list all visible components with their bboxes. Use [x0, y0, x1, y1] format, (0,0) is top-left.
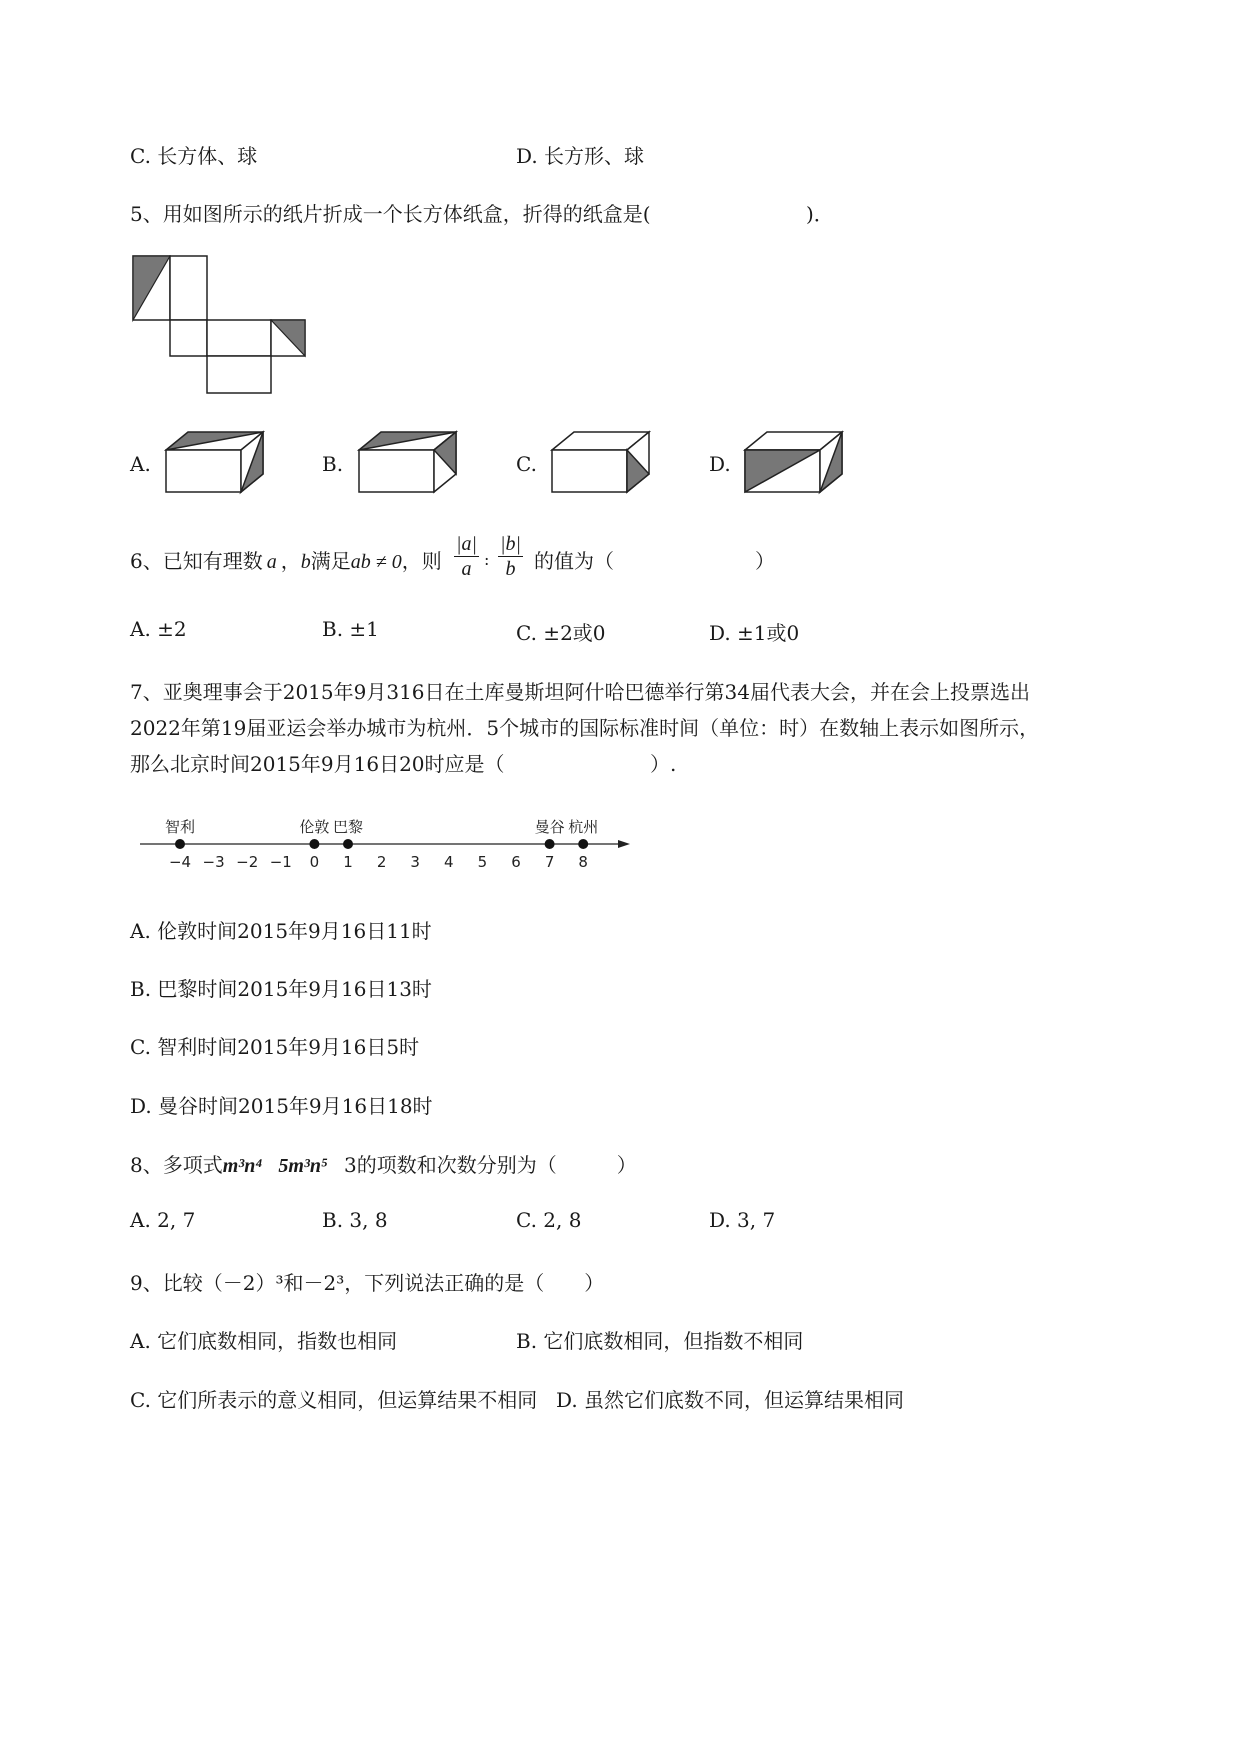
q5-label-a: A. [130, 452, 151, 476]
axis-tick-label: −4 [168, 853, 192, 871]
q6-condition: ab ≠ 0 [350, 551, 402, 573]
q6-stem-pre: 6、已知有理数 [130, 549, 263, 573]
q5-net-figure [128, 250, 313, 400]
q5-stem-end: )． [806, 202, 834, 226]
q9-stem-text: 9、比较（－2）³和－2³，下列说法正确的是（ [130, 1271, 545, 1295]
axis-tick-label: −2 [236, 853, 259, 871]
q7-line-2: 2022年第19届亚运会举办城市为杭州．5个城市的国际标准时间（单位：时）在数轴上表示如图所示， [130, 716, 1040, 740]
q6-stem [130, 545, 442, 574]
axis-tick-label: 8 [578, 853, 588, 871]
q5-box-c [546, 428, 656, 498]
q8-option-c: C. 2, 8 [516, 1208, 582, 1232]
axis-tick-label: 0 [309, 853, 320, 871]
city-point [175, 839, 185, 849]
axis-tick-label: 4 [444, 853, 454, 871]
city-label: 巴黎 [332, 818, 364, 836]
q7-option-c: C. 智利时间2015年9月16日5时 [130, 1035, 420, 1059]
q6-then: ，则 [401, 549, 442, 573]
q7-option-b: B. 巴黎时间2015年9月16日13时 [130, 977, 432, 1001]
q7-option-a: A. 伦敦时间2015年9月16日11时 [130, 919, 432, 943]
q9-stem [130, 1267, 604, 1296]
q8-tail-end: ） [616, 1153, 637, 1177]
q6-option-d: D. ±1或0 [709, 621, 800, 645]
q8-option-b: B. 3, 8 [322, 1208, 388, 1232]
q5-label-b: B. [322, 452, 344, 476]
q8-stem [130, 1149, 637, 1178]
q4-option-c: C. 长方体、球 [130, 144, 258, 168]
q8-stem-pre: 8、多项式 [130, 1153, 223, 1177]
axis-tick-label: 2 [376, 853, 387, 871]
q6-fraction-2 [498, 532, 523, 581]
q9-option-d: D. 虽然它们底数不同，但运算结果相同 [556, 1388, 905, 1412]
q8-term-3: 3 [344, 1153, 357, 1177]
q5-label-c: C. [516, 452, 537, 476]
q8-term-2: 5m³n⁵ [278, 1155, 329, 1177]
q5-label-d: D. [709, 452, 731, 476]
q5-stem: 5、用如图所示的纸片折成一个长方体纸盒，折得的纸盒是( [130, 202, 651, 226]
axis-tick-label: −3 [202, 853, 225, 871]
q6-mid: 满足 [310, 549, 351, 573]
city-point [309, 839, 319, 849]
q6-fraction-1 [454, 532, 479, 581]
q6-sep: ， [280, 549, 301, 573]
q6-option-b: B. ±1 [322, 617, 379, 641]
axis-tick-label: 7 [544, 853, 555, 871]
q6-colon: : [484, 550, 490, 569]
q7-line-1: 7、亚奥理事会于2015年9月316日在土库曼斯坦阿什哈巴德举行第34届代表大会，并在会上投票选出 [130, 680, 1030, 704]
q5-box-d [739, 428, 849, 498]
q5-box-a [160, 428, 270, 498]
q9-option-b: B. 它们底数相同，但指数不相同 [516, 1329, 804, 1353]
q8-tail: 的项数和次数分别为（ [356, 1153, 557, 1177]
axis-tick-label: 6 [511, 853, 521, 871]
q7-line-3: 那么北京时间2015年9月16日20时应是（ [130, 752, 505, 776]
q6-frac1-den: a [461, 558, 472, 580]
q6-var-a: a [266, 551, 277, 573]
q6-var-b: b [300, 551, 311, 573]
q8-term-1: m³n⁴ [222, 1155, 263, 1177]
q5-box-b [353, 428, 463, 498]
q8-option-d: D. 3, 7 [709, 1208, 776, 1232]
axis-tick-label: 1 [343, 853, 353, 871]
city-label: 伦敦 [299, 818, 330, 836]
q6-frac1-num: |a| [456, 533, 477, 555]
q9-option-c: C. 它们所表示的意义相同，但运算结果不相同 [130, 1388, 538, 1412]
city-point [545, 839, 555, 849]
q4-option-d: D. 长方形、球 [516, 144, 645, 168]
city-point [578, 839, 588, 849]
city-point [343, 839, 353, 849]
q7-number-line [130, 808, 640, 878]
city-label: 杭州 [568, 818, 599, 836]
q7-option-d: D. 曼谷时间2015年9月16日18时 [130, 1094, 433, 1118]
q6-option-c: C. ±2或0 [516, 621, 606, 645]
axis-tick-label: 3 [410, 853, 420, 871]
axis-tick-label: 5 [477, 853, 488, 871]
q6-tail: 的值为（ [534, 549, 614, 573]
city-label: 智利 [164, 818, 196, 836]
axis-arrow-icon [618, 840, 630, 848]
axis-tick-label: −1 [269, 853, 292, 871]
q7-line-3-end: ）. [650, 752, 677, 776]
q9-option-a: A. 它们底数相同，指数也相同 [130, 1329, 398, 1353]
q6-frac2-den: b [505, 558, 516, 580]
q6-frac2-num: |b| [500, 533, 521, 555]
q6-option-a: A. ±2 [130, 617, 187, 641]
q9-stem-end: ） [584, 1271, 605, 1295]
city-label: 曼谷 [534, 818, 565, 836]
q6-tail-end: ） [755, 549, 775, 573]
q8-option-a: A. 2, 7 [130, 1208, 196, 1232]
